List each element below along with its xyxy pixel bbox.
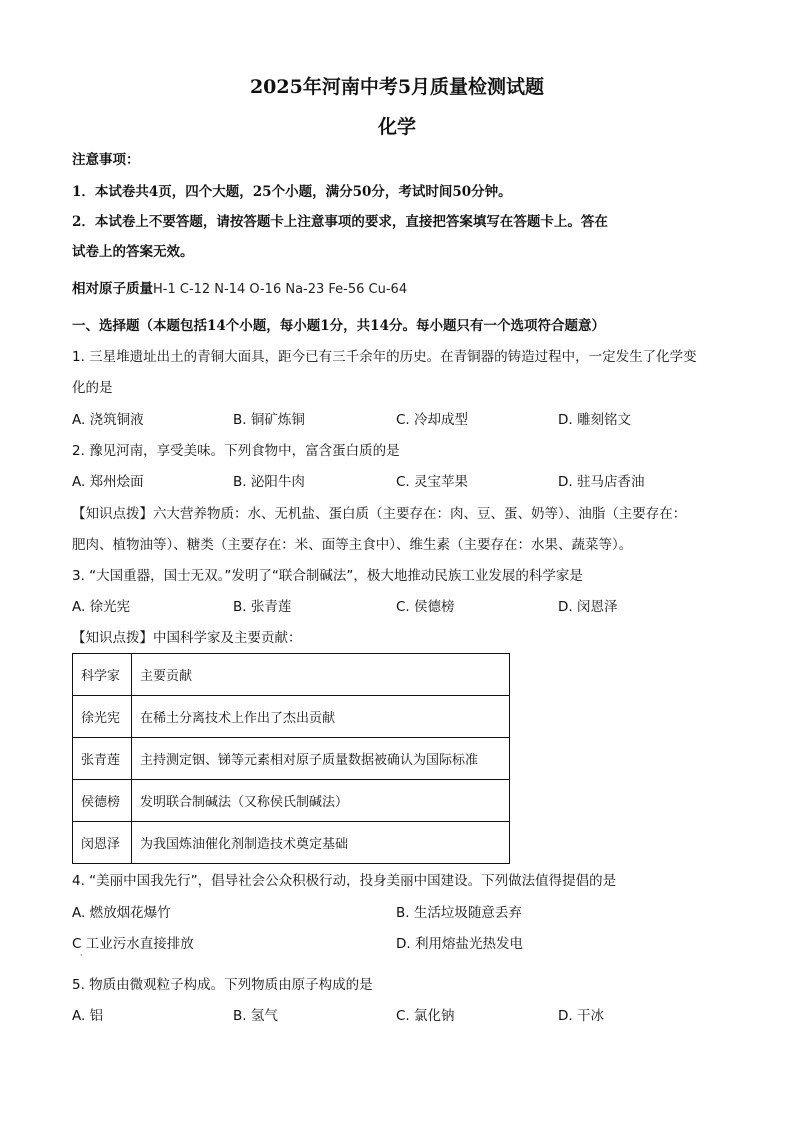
notice-item-2: 2．本试卷上不要答题，请按答题卡上注意事项的要求，直接把答案填写在答题卡上。答在 — [72, 214, 608, 230]
q5-stem: 5. 物质由微观粒子构成。下列物质由原子构成的是 — [72, 977, 373, 993]
q3-tip: 【知识点拨】中国科学家及主要贡献： — [72, 630, 302, 646]
q4-option-c: C 工业污水直接排放 — [72, 936, 194, 952]
q2-option-b: B. 泌阳牛肉 — [233, 474, 305, 490]
q1-stem: 1. 三星堆遗址出土的青铜大面具，距今已有三千余年的历史。在青铜器的铸造过程中，一定发生了化学变 — [72, 349, 697, 365]
q3-option-c: C. 侯德榜 — [396, 599, 455, 615]
q3-option-d: D. 闵恩泽 — [558, 599, 618, 615]
table-cell-scientist: 徐光宪 — [73, 696, 132, 738]
table-row — [73, 696, 510, 738]
scientist-table — [72, 653, 510, 864]
q2-option-c: C. 灵宝苹果 — [396, 474, 469, 490]
q4-stem: 4. “美丽中国我先行”，倡导社会公众积极行动，投身美丽中国建设。下列做法值得提倡的是 — [72, 873, 617, 889]
exam-title: 2025年河南中考5月质量检测试题 — [249, 76, 545, 98]
atomic-mass-values: H-1 C-12 N-14 O-16 Na-23 Fe-56 Cu-64 — [153, 282, 408, 297]
q4-option-b: B. 生活垃圾随意丢弃 — [396, 905, 522, 921]
q5-option-d: D. 干冰 — [558, 1008, 604, 1024]
table-header-row — [73, 654, 510, 696]
section-1-heading: 一、选择题（本题包括14个小题，每小题1分，共14分。每小题只有一个选项符合题意） — [72, 318, 605, 334]
q1-option-d: D. 雕刻铭文 — [558, 412, 631, 428]
table-header-cell: 科学家 — [73, 654, 132, 696]
exam-subject: 化学 — [377, 116, 416, 138]
q1-option-a: A. 浇筑铜液 — [72, 412, 144, 428]
q1-option-c: C. 冷却成型 — [396, 412, 469, 428]
table-row — [73, 780, 510, 822]
q2-tip-cont: 肥肉、植物油等）、糖类（主要存在：米、面等主食中）、维生素（主要存在：水果、蔬菜等）。 — [72, 537, 633, 553]
notice-heading: 注意事项： — [72, 152, 140, 168]
table-cell-contribution: 主持测定铟、锑等元素相对原子质量数据被确认为国际标准 — [132, 738, 510, 780]
stray-dot-mark: · — [80, 951, 83, 960]
table-cell-contribution: 发明联合制碱法（又称侯氏制碱法） — [132, 780, 510, 822]
table-cell-scientist: 张青莲 — [73, 738, 132, 780]
q2-tip: 【知识点拨】六大营养物质：水、无机盐、蛋白质（主要存在：肉、豆、蛋、奶等）、油脂（主要存在： — [72, 506, 687, 522]
q1-option-b: B. 铜矿炼铜 — [233, 412, 305, 428]
q2-stem: 2. 豫见河南，享受美味。下列食物中，富含蛋白质的是 — [72, 443, 400, 459]
table-cell-scientist: 侯德榜 — [73, 780, 132, 822]
atomic-mass-label: 相对原子质量 — [72, 281, 153, 297]
q5-option-a: A. 铝 — [72, 1008, 104, 1024]
q2-option-d: D. 驻马店香油 — [558, 474, 645, 490]
notice-item-1: 1．本试卷共4页，四个大题，25个小题，满分50分，考试时间50分钟。 — [72, 184, 512, 200]
table-row — [73, 822, 510, 864]
q5-option-b: B. 氢气 — [233, 1008, 278, 1024]
q3-option-b: B. 张青莲 — [233, 599, 292, 615]
q2-option-a: A. 郑州烩面 — [72, 474, 144, 490]
q5-option-c: C. 氯化钠 — [396, 1008, 455, 1024]
table-cell-contribution: 为我国炼油催化剂制造技术奠定基础 — [132, 822, 510, 864]
table-row — [73, 738, 510, 780]
table-header-cell: 主要贡献 — [132, 654, 510, 696]
notice-item-2-cont: 试卷上的答案无效。 — [72, 244, 194, 260]
q4-option-d: D. 利用熔盐光热发电 — [396, 936, 523, 952]
atomic-mass-line — [72, 279, 407, 300]
q3-stem: 3. “大国重器，国士无双。”发明了“联合制碱法”，极大地推动民族工业发展的科学家是 — [72, 568, 583, 584]
q1-stem-cont: 化的是 — [72, 380, 113, 396]
q3-option-a: A. 徐光宪 — [72, 599, 131, 615]
q4-option-a: A. 燃放烟花爆竹 — [72, 905, 171, 921]
table-cell-contribution: 在稀土分离技术上作出了杰出贡献 — [132, 696, 510, 738]
table-cell-scientist: 闵恩泽 — [73, 822, 132, 864]
